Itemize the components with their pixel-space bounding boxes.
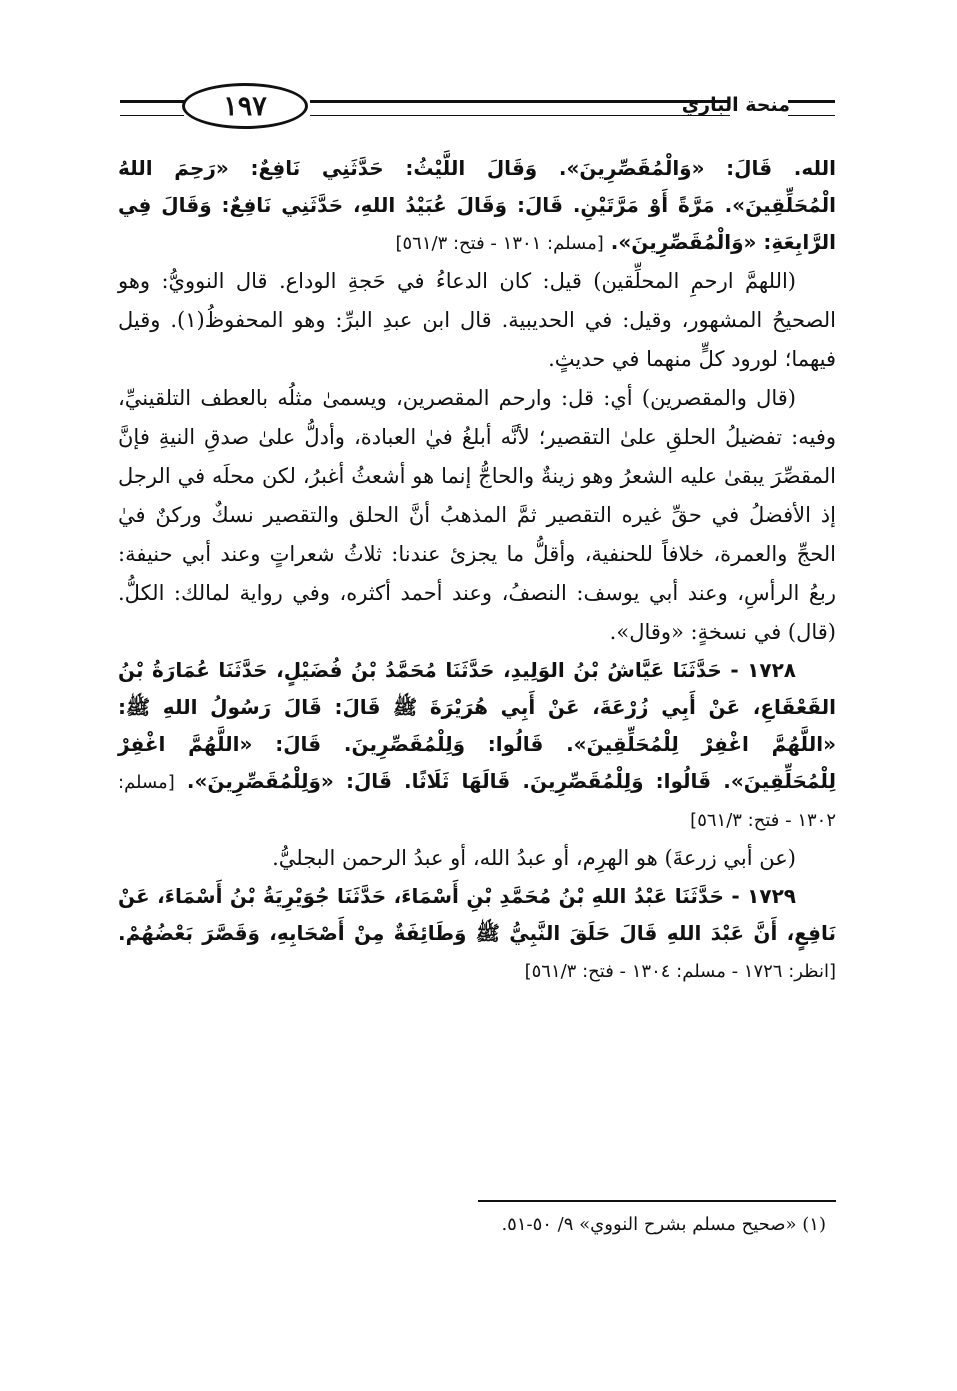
- page-number-badge: [182, 83, 308, 129]
- hadith-reference: [مسلم: ١٣٠١ - فتح: ٥٦١/٣]: [395, 233, 604, 254]
- header-rule-left: [120, 100, 184, 116]
- commentary-paragraph: (اللهمَّ ارحمِ المحلِّقين) قيل: كان الدعاءُ في حَجةِ الوداع. قال النوويُّ: وهو الصحيحُ المشهور، وقيل: في الحديبية. قال ابن عبدِ البرِّ: وهو المحفوظُ(١). وقيل فيهما؛ لورود كلٍّ منهما في حديثٍ.: [118, 269, 837, 371]
- hadith-paragraph: ١٧٢٨ - حَدَّثَنَا عَيَّاشُ بْنُ الوَلِيدِ، حَدَّثَنَا مُحَمَّدُ بْنُ فُضَيْلٍ، حَدَّثَنَا عُمَارَةُ بْنُ القَعْقَاعِ، عَنْ أَبِي زُرْعَةَ، عَنْ أَبِي هُرَيْرَةَ ﷺ قَالَ: قَالَ رَسُولُ اللهِ ﷺ: «اللَّهُمَّ اغْفِرْ لِلْمُحَلِّقِينَ». قَالُوا: وَلِلْمُقَصِّرِينَ. قَالَ: «اللَّهُمَّ اغْفِرْ لِلْمُحَلِّقِينَ». قَالُوا: وَلِلْمُقَصِّرِينَ. قَالَهَا ثَلَاثًا. قَالَ: «وَلِلْمُقَصِّرِينَ». [مسلم: ١٣٠٢ - فتح: ٥٦١/٣]: [118, 658, 836, 831]
- commentary-paragraph: (عن أبي زرعةَ) هو الهرِم، أو عبدُ الله، أو عبدُ الرحمن البجليُّ.: [272, 846, 796, 870]
- hadith-paragraph: ١٧٢٩ - حَدَّثَنَا عَبْدُ اللهِ بْنُ مُحَمَّدِ بْنِ أَسْمَاءَ، حَدَّثَنَا جُوَيْرِيَةُ بْنُ أَسْمَاءَ، عَنْ نَافِعٍ، أَنَّ عَبْدَ اللهِ قَالَ حَلَقَ النَّبِيُّ ﷺ وَطَائِفَةٌ مِنْ أَصْحَابِهِ، وَقَصَّرَ بَعْضُهُمْ. [انظر: ١٧٢٦ - مسلم: ١٣٠٤ - فتح: ٥٦١/٣]: [118, 884, 836, 982]
- hadith-reference: [انظر: ١٧٢٦ - مسلم: ١٣٠٤ - فتح: ٥٦١/٣]: [524, 961, 836, 982]
- header-rule-middle: [310, 100, 730, 116]
- hadith-reference: [مسلم: ١٣٠٢ - فتح: ٥٦١/٣]: [118, 772, 836, 831]
- footnote-separator: [478, 1200, 836, 1202]
- page-number: ١٩٧: [223, 90, 267, 122]
- page-body: [118, 150, 836, 990]
- running-title: منحة الباري: [681, 94, 790, 116]
- hadith-paragraph: الله. قَالَ: «وَالْمُقَصِّرِينَ». وَقَالَ اللَّيْثُ: حَدَّثَنِي نَافِعٌ: «رَحِمَ اللهُ الْمُحَلِّقِينَ». مَرَّةً أَوْ مَرَّتَيْنِ. قَالَ: وَقَالَ عُبَيْدُ اللهِ، حَدَّثَنِي نَافِعٌ: وَقَالَ فِي الرَّابِعَةِ: «وَالْمُقَصِّرِينَ». [مسلم: ١٣٠١ - فتح: ٥٦١/٣]: [118, 156, 836, 254]
- header-rule-right: [788, 100, 835, 116]
- commentary-paragraph: (قال والمقصرين) أي: قل: وارحم المقصرين، ويسمىٰ مثلُه بالعطف التلقينيِّ، وفيه: تفضيلُ الحلقِ علىٰ التقصير؛ لأنَّه أبلغُ فيٰ العبادة، وأدلُّ علىٰ صدقِ النيةِ فإنَّ المقصِّرَ يبقىٰ عليه الشعرُ وهو زينةٌ والحاجُّ إنما هو أشعثُ أغبرُ، لكن محلَه في الرجل إذ الأفضلُ في حقِّ غيره التقصير ثمَّ المذهبُ أنَّ الحلق والتقصير نسكٌ وركنٌ فيٰ الحجِّ والعمرة، خلافاً للحنفية، وأقلُّ ما يجزئ عندنا: ثلاثُ شعراتٍ وعند أبي حنيفة: ربعُ الرأسِ، وعند أبي يوسف: النصفُ، وعند أحمد أكثره، وفي رواية لمالك: الكلُّ. (قال) في نسخةٍ: «وقال».: [118, 386, 836, 644]
- page-header: [120, 80, 835, 136]
- footnote: (١) «صحيح مسلم بشرح النووي» ٩/ ٥٠-٥١.: [501, 1214, 826, 1235]
